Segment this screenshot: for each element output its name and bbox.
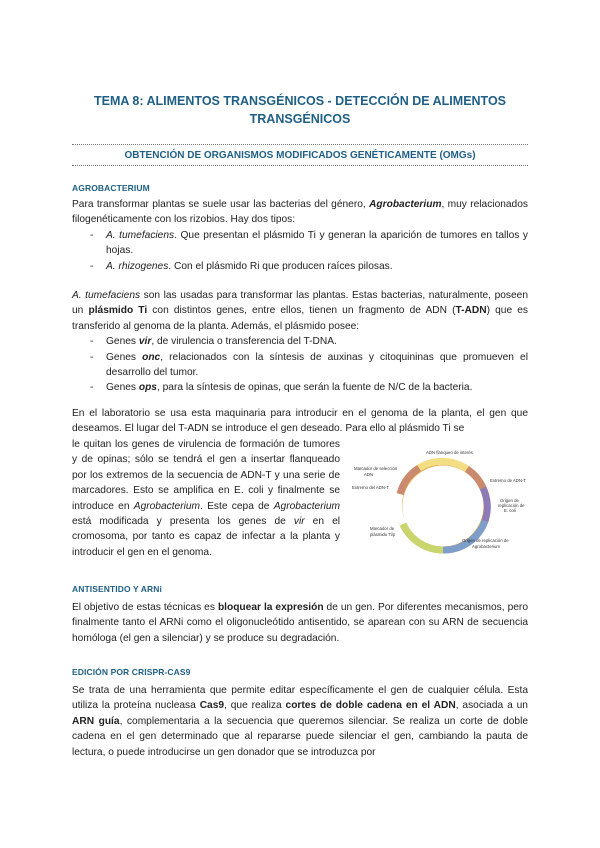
gene-name: onc [142, 351, 161, 363]
label-left-top-2: ADN [364, 472, 374, 477]
heading-antisense: ANTISENTIDO Y ARNi [72, 584, 162, 594]
label-top: ADN flanqueo de interés [426, 450, 473, 455]
text: Genes [106, 382, 139, 394]
page-title [60, 92, 540, 128]
genus-name: Agrobacterium [133, 500, 201, 512]
genes-list [72, 334, 528, 396]
list-item [72, 380, 528, 395]
section-title: OBTENCIÓN DE ORGANISMOS MODIFICADOS GENÉTICAMENTE (OMGs) [124, 150, 476, 161]
gene-name: ops [138, 382, 157, 394]
label-bottom-right-1: Origen de replicación de [462, 538, 509, 543]
paragraph-agro-intro [72, 197, 528, 274]
text: . Este cepa de [200, 500, 274, 512]
species-name: A. tumefaciens [106, 229, 175, 241]
text: , de virulencia o transferencia del T-DNA. [151, 336, 337, 348]
text: , relacionados con la síntesis de auxinas y citoquininas que promueven el desarrollo del tumor. [106, 351, 528, 379]
text: en el cromosoma, por tanto es capaz de infectar a la planta y introducir el gen en el genoma. [72, 516, 341, 558]
list-item [72, 350, 528, 381]
title-line-2: TRANSGÉNICOS [249, 112, 351, 126]
intro-text-2: , muy relacionados filogenéticamente con los rizobios. Hay dos tipos: [72, 199, 528, 226]
paragraph-tumefaciens [72, 288, 528, 396]
text: , asociada a un [455, 700, 528, 712]
text: ) que es transferido al genoma de la planta. Además, el plásmido posee: [72, 305, 529, 332]
intro-text: Para transformar plantas se suele usar las bacterias del género, [72, 199, 366, 210]
heading-crispr: EDICIÓN POR CRISPR-CAS9 [72, 667, 191, 677]
paragraph-lab-full: En el laboratorio se usa esta maquinaria para introducir en el genoma de la planta, el gen que deseamos. El lugar del T-ADN se introduce el gen deseado. Para ello al plásmido Ti se [72, 408, 528, 435]
bold-term: ARN guía [72, 715, 120, 727]
tadn-term: T-ADN [455, 305, 487, 317]
genus-name: Agrobacterium [369, 199, 442, 210]
text: , complementaria a la secuencia que queremos silenciar. Se realiza un corte de doble cadena en el gen determinado que al repararse puede silenciar el gen, cambiando la pauta de lectura, o puede introducirse un gen donador que se introduzca por [72, 715, 529, 758]
label-right-mid-3: E. coli [504, 508, 516, 513]
paragraph-crispr [72, 683, 528, 760]
species-name: A. rhizogenes [106, 260, 169, 272]
paragraph-lab-wrap [72, 437, 340, 560]
species-text: . Que presentan el plásmido Ti y generan la aparición de tumores en tallos y hojas. [106, 229, 528, 257]
label-left-bottom-2: plásmido Ti/p [370, 532, 396, 537]
label-left-top-1: Marcador de selección [354, 466, 398, 471]
text: Se trata de una herramienta que permite editar específicamente el gen de cualquier célula. Esta utiliza la proteína nucleasa [72, 685, 528, 712]
plasmid-diagram [352, 444, 534, 564]
label-left-mid: Extremo del ADN-T [352, 485, 390, 490]
list-item [72, 228, 528, 259]
text: , que realiza [224, 700, 286, 712]
text: Genes [106, 351, 143, 363]
text: Genes [106, 336, 139, 348]
text: de un gen. Por diferentes mecanismos, pero finalmente tanto el ARNi como el oligonucleótido antisentido, se aparean con su ARN de secuencia homóloga (el gen a silenciar) y se produce su degradación. [72, 602, 528, 644]
genus-name: Agrobacterium [273, 500, 340, 512]
text: El objetivo de estas técnicas es [72, 602, 218, 613]
bold-term: Cas9 [199, 700, 225, 712]
text: con distintos genes, entre ellos, tienen un fragmento de ADN ( [147, 305, 456, 317]
types-list [72, 228, 528, 274]
divider-bottom [72, 165, 528, 166]
text: está modificada y presenta los genes de [72, 516, 294, 528]
text: , para la síntesis de opinas, que serán la fuente de N/C de la bacteria. [156, 382, 473, 394]
list-item [72, 259, 528, 274]
list-item [72, 334, 528, 349]
text: son las usadas para transformar las plantas. Estas bacterias, naturalmente, poseen un [72, 290, 528, 317]
species-text: . Con el plásmido Ri que producen raíces pilosas. [168, 260, 393, 272]
label-right-top: Extremo de ADN-T [490, 478, 527, 483]
divider-top [72, 144, 528, 145]
paragraph-antisense [72, 600, 528, 646]
title-line-1: TEMA 8: ALIMENTOS TRANSGÉNICOS - DETECCIÓN DE ALIMENTOS [93, 94, 507, 108]
bold-term: bloquear la expresión [217, 602, 324, 613]
label-left-bottom-1: Marcador de [370, 526, 395, 531]
gene-name: vir [293, 516, 305, 528]
ring-seg-brown-2 [400, 468, 419, 494]
plasmid-term: plásmido Ti [88, 305, 148, 317]
species-name: A. tumefaciens [72, 290, 141, 301]
ring-seg-green [403, 524, 443, 550]
label-bottom-right-2: Agrobacterium [472, 544, 500, 549]
label-right-mid-1: Origen de [500, 498, 519, 503]
ring-seg-brown [467, 469, 483, 488]
label-right-mid-2: replicación de [498, 503, 525, 508]
heading-agrobacterium: AGROBACTERIUM [72, 183, 150, 193]
text: le quitan los genes de virulencia de formación de tumores y de opinas; sólo se tendrá el gen a insertar flanqueado por los extremos de la secuencia de ADN-T y una serie de marcadores. Esto se amplifica en E. coli y finalmente se introduce en [72, 439, 340, 512]
gene-name: vir [138, 336, 152, 348]
bold-term: cortes de doble cadena en el ADN [285, 700, 456, 712]
plasmid-ring [399, 461, 488, 550]
